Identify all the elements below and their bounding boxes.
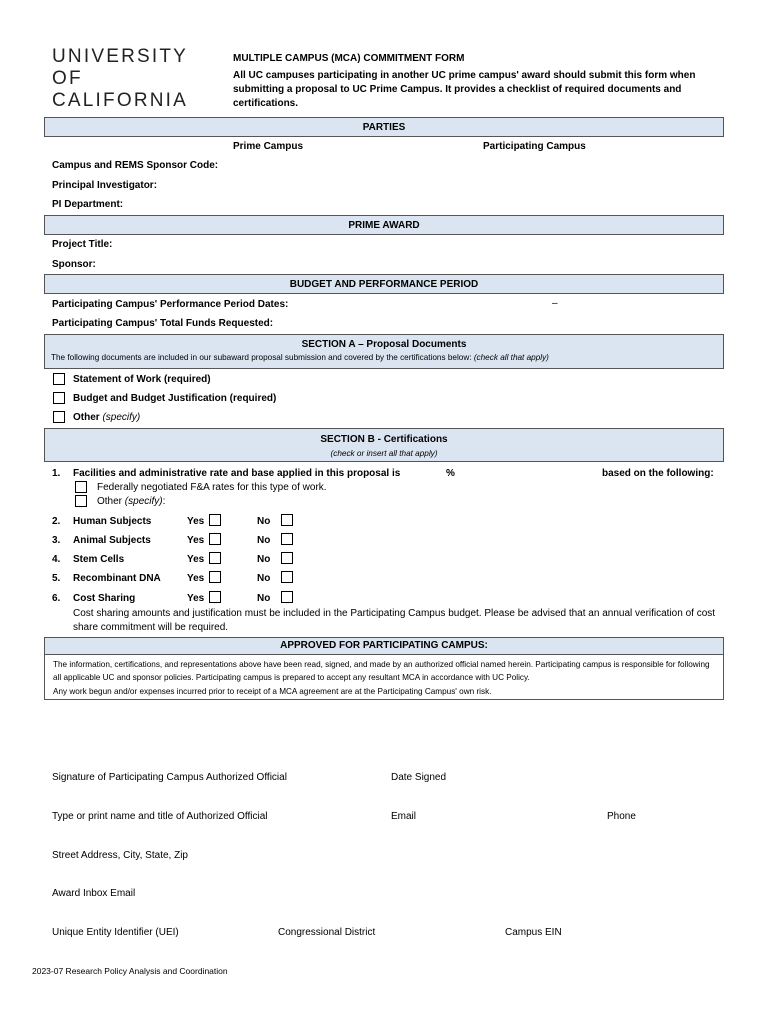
federal-rate-checkbox[interactable]	[75, 481, 87, 493]
uc-logo	[52, 46, 188, 112]
other-document-label	[73, 412, 140, 423]
pi-department-label: PI Department:	[52, 199, 124, 210]
section-a-intro	[51, 353, 723, 362]
other-rate-colon: :	[162, 496, 166, 507]
section-b-subheading: (check or insert all that apply)	[330, 449, 438, 458]
total-funds-label: Participating Campus' Total Funds Requested:	[52, 318, 274, 329]
human-subjects-label: Human Subjects	[73, 516, 152, 527]
other-document-specify: (specify)	[102, 412, 141, 423]
other-rate-specify: (specify)	[124, 496, 163, 507]
cost-sharing-note: Cost sharing amounts and justification must be included in the Participating Campus budget. Please be advised that an annual verification of cost share commitment will be required.	[73, 608, 716, 633]
award-inbox-label: Award Inbox Email	[52, 888, 136, 899]
other-rate-checkbox[interactable]	[75, 495, 87, 507]
phone-label: Phone	[607, 811, 636, 822]
cost-sharing-yes-label: Yes	[187, 593, 205, 604]
other-rate-text: Other	[97, 496, 125, 507]
section-b-box	[44, 428, 724, 462]
federal-rate-label: Federally negotiated F&A rates for this type of work.	[97, 482, 327, 493]
item-2-number: 2.	[52, 516, 61, 527]
animal-subjects-no-label: No	[257, 535, 271, 546]
logo-line-california: CALIFORNIA	[52, 90, 189, 111]
recombinant-dna-label: Recombinant DNA	[73, 573, 161, 584]
footer-text: 2023-07 Research Policy Analysis and Coordination	[32, 966, 228, 976]
item-3-number: 3.	[52, 535, 61, 546]
campus-ein-label: Campus EIN	[505, 927, 562, 938]
email-label: Email	[391, 811, 417, 822]
human-subjects-no-label: No	[257, 516, 271, 527]
date-signed-label: Date Signed	[391, 772, 447, 783]
form-description: All UC campuses participating in another UC prime campus' award should submit this form when submitting a proposal to UC Prime Campus. It provides a checklist of required documents and certifications.	[233, 70, 696, 109]
budget-justification-checkbox[interactable]	[53, 392, 65, 404]
form-title: MULTIPLE CAMPUS (MCA) COMMITMENT FORM	[233, 53, 465, 64]
official-name-label: Type or print name and title of Authorized Official	[52, 811, 268, 822]
item-4-number: 4.	[52, 554, 61, 565]
principal-investigator-label: Principal Investigator:	[52, 180, 158, 191]
human-subjects-yes-checkbox[interactable]	[209, 514, 221, 526]
date-range-dash: –	[552, 298, 558, 309]
sponsor-label: Sponsor:	[52, 259, 96, 270]
other-document-text: Other	[73, 412, 103, 423]
item-1-number: 1.	[52, 468, 61, 479]
statement-of-work-label: Statement of Work (required)	[73, 374, 211, 385]
recombinant-dna-yes-checkbox[interactable]	[209, 571, 221, 583]
approved-heading: APPROVED FOR PARTICIPATING CAMPUS:	[45, 638, 723, 655]
budget-heading: BUDGET AND PERFORMANCE PERIOD	[44, 274, 724, 294]
approved-text-certification: The information, certifications, and representations above have been read, signed, and made by an authorized official named herein. Participating campus is responsible for following all applicable UC and sponsor policies. Participating campus is prepared to accept any resultant MCA in accordance with UC Policy.	[53, 660, 710, 682]
other-document-checkbox[interactable]	[53, 411, 65, 423]
parties-heading: PARTIES	[44, 117, 724, 137]
prime-award-heading: PRIME AWARD	[44, 215, 724, 235]
participating-campus-column: Participating Campus	[483, 141, 586, 152]
approved-box	[44, 637, 724, 700]
recombinant-dna-yes-label: Yes	[187, 573, 205, 584]
stem-cells-yes-checkbox[interactable]	[209, 552, 221, 564]
cost-sharing-yes-checkbox[interactable]	[209, 591, 221, 603]
animal-subjects-yes-label: Yes	[187, 535, 205, 546]
item-6-number: 6.	[52, 593, 61, 604]
uei-label: Unique Entity Identifier (UEI)	[52, 927, 179, 938]
fa-rate-label: Facilities and administrative rate and base applied in this proposal is	[73, 468, 401, 479]
prime-campus-column: Prime Campus	[233, 141, 304, 152]
sponsor-code-label: Campus and REMS Sponsor Code:	[52, 160, 219, 171]
section-a-box	[44, 334, 724, 369]
animal-subjects-yes-checkbox[interactable]	[209, 533, 221, 545]
project-title-label: Project Title:	[52, 239, 113, 250]
approved-text	[45, 655, 723, 698]
other-rate-label	[97, 496, 165, 507]
section-a-intro-text: The following documents are included in our subaward proposal submission and covered by the certifications below:	[51, 353, 474, 362]
statement-of-work-checkbox[interactable]	[53, 373, 65, 385]
fa-percent-sign: %	[446, 468, 455, 479]
stem-cells-label: Stem Cells	[73, 554, 125, 565]
cost-sharing-no-checkbox[interactable]	[281, 591, 293, 603]
logo-line-of: OF	[52, 68, 83, 89]
logo-line-university: UNIVERSITY	[52, 46, 189, 67]
cost-sharing-no-label: No	[257, 593, 271, 604]
recombinant-dna-no-label: No	[257, 573, 271, 584]
section-b-heading: SECTION B - Certifications	[320, 434, 448, 445]
animal-subjects-no-checkbox[interactable]	[281, 533, 293, 545]
animal-subjects-label: Animal Subjects	[73, 535, 151, 546]
budget-justification-label: Budget and Budget Justification (required)	[73, 393, 277, 404]
fa-based-on-label: based on the following:	[602, 468, 714, 479]
stem-cells-no-checkbox[interactable]	[281, 552, 293, 564]
recombinant-dna-no-checkbox[interactable]	[281, 571, 293, 583]
human-subjects-yes-label: Yes	[187, 516, 205, 527]
stem-cells-yes-label: Yes	[187, 554, 205, 565]
cost-sharing-label: Cost Sharing	[73, 593, 136, 604]
section-a-heading: SECTION A – Proposal Documents	[301, 339, 467, 350]
section-a-intro-italic: (check all that apply)	[473, 353, 549, 362]
human-subjects-no-checkbox[interactable]	[281, 514, 293, 526]
congressional-district-label: Congressional District	[278, 927, 376, 938]
performance-period-label: Participating Campus' Performance Period Dates:	[52, 299, 289, 310]
approved-text-risk: Any work begun and/or expenses incurred prior to receipt of a MCA agreement are at the Participating Campus' own risk.	[53, 687, 492, 696]
item-5-number: 5.	[52, 573, 61, 584]
address-label: Street Address, City, State, Zip	[52, 850, 188, 861]
stem-cells-no-label: No	[257, 554, 271, 565]
signature-label: Signature of Participating Campus Authorized Official	[52, 772, 287, 783]
